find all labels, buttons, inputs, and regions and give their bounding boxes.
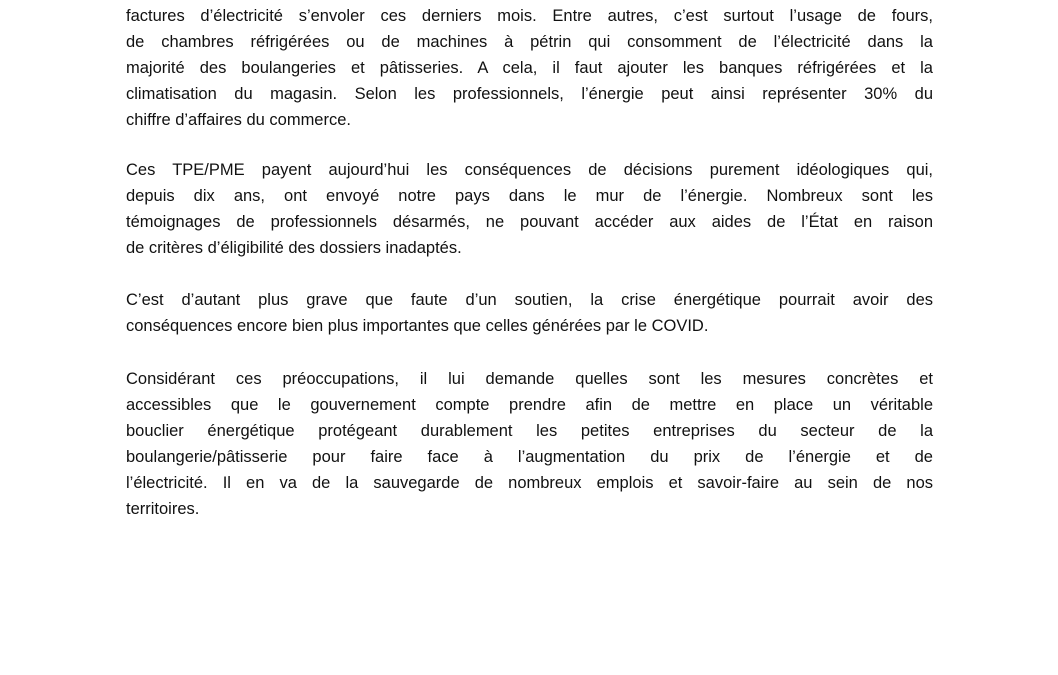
text-line: Considérant ces préoccupations, il lui demande quelles sont les mesures concrètes et [126,370,933,388]
text-line: depuis dix ans, ont envoyé notre pays dans le mur de l’énergie. Nombreux sont les [126,187,933,205]
text-line: territoires. [126,500,200,518]
text-line: de chambres réfrigérées ou de machines à pétrin qui consomment de l’électricité dans la [126,33,933,51]
text-line: l’électricité. Il en va de la sauvegarde de nombreux emplois et savoir-faire au sein de nos [126,474,933,492]
text-line: bouclier énergétique protégeant durablement les petites entreprises du secteur de la [126,422,933,440]
text-line: C’est d’autant plus grave que faute d’un soutien, la crise énergétique pourrait avoir des [126,291,933,309]
paragraph-question [126,366,933,522]
text-line: témoignages de professionnels désarmés, ne pouvant accéder aux aides de l’État en raison [126,213,933,231]
text-line: boulangerie/pâtisserie pour faire face à l’augmentation du prix de l’énergie et de [126,448,933,466]
text-line: de critères d’éligibilité des dossiers inadaptés. [126,239,462,257]
text-line: Ces TPE/PME payent aujourd’hui les conséquences de décisions purement idéologiques qui, [126,161,933,179]
paragraph-tpe-pme [126,157,933,261]
text-line: conséquences encore bien plus importantes que celles générées par le COVID. [126,317,709,335]
text-line: majorité des boulangeries et pâtisseries. A cela, il faut ajouter les banques réfrigérées et la [126,59,933,77]
text-line: accessibles que le gouvernement compte prendre afin de mettre en place un véritable [126,396,933,414]
paragraph-crisis-gravity [126,287,933,339]
text-line: climatisation du magasin. Selon les professionnels, l’énergie peut ainsi représenter 30% du [126,85,933,103]
text-line: chiffre d’affaires du commerce. [126,111,351,129]
text-line: factures d’électricité s’envoler ces derniers mois. Entre autres, c’est surtout l’usage de fours, [126,7,933,25]
paragraph-energy-costs [126,3,933,133]
